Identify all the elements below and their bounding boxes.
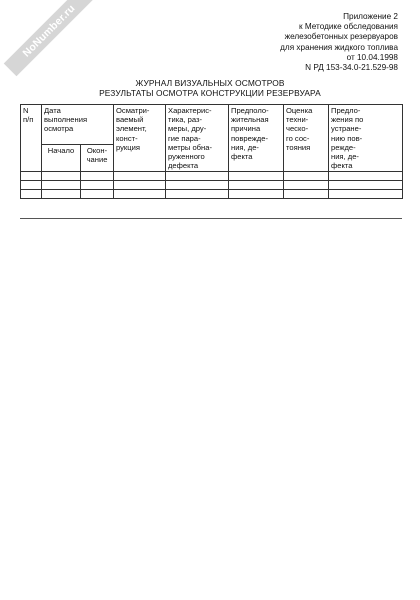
appendix-line: для хранения жидкого топлива bbox=[280, 42, 398, 52]
table-cell bbox=[166, 172, 229, 181]
table-cell bbox=[81, 172, 114, 181]
appendix-line: Приложение 2 bbox=[343, 12, 398, 21]
table-cell bbox=[284, 190, 329, 199]
header-inspection-date: Дата выполнения осмотра bbox=[42, 105, 114, 145]
table-cell bbox=[42, 190, 81, 199]
appendix-line: к Методике обследования bbox=[298, 22, 398, 32]
appendix-line: железобетонных резервуаров bbox=[284, 32, 398, 42]
table-cell bbox=[329, 190, 403, 199]
table-cell bbox=[114, 181, 166, 190]
table-cell bbox=[229, 181, 284, 190]
appendix-line: от 10.04.1998 bbox=[346, 52, 398, 62]
header-number: N п/п bbox=[21, 105, 42, 172]
watermark-logo: NoNumber.ru bbox=[4, 0, 95, 76]
table-row bbox=[21, 172, 403, 181]
footer-divider bbox=[20, 218, 402, 219]
title-line-2: РЕЗУЛЬТАТЫ ОСМОТРА КОНСТРУКЦИИ РЕЗЕРВУАРА bbox=[99, 88, 321, 98]
header-repair-proposals: Предло- жения по устране- нию пов- режде- ния, де- фекта bbox=[329, 105, 403, 172]
table-cell bbox=[21, 181, 42, 190]
appendix-reference bbox=[168, 12, 398, 73]
table-cell bbox=[114, 190, 166, 199]
table-cell bbox=[81, 190, 114, 199]
title-line-1: ЖУРНАЛ ВИЗУАЛЬНЫХ ОСМОТРОВ bbox=[135, 78, 285, 88]
appendix-line: N РД 153-34.0-21.529-98 bbox=[305, 63, 398, 73]
table-cell bbox=[81, 181, 114, 190]
table-cell bbox=[114, 172, 166, 181]
document-title bbox=[0, 78, 420, 98]
table-cell bbox=[329, 181, 403, 190]
header-defect-characteristics: Характерис- тика, раз- меры, дру- гие пара- метры обна- руженного дефекта bbox=[166, 105, 229, 172]
header-condition-assessment: Оценка техни- ческо- го сос- тояния bbox=[284, 105, 329, 172]
table-cell bbox=[229, 172, 284, 181]
table-cell bbox=[21, 190, 42, 199]
header-element: Осматри- ваемый элемент, конст- рукция bbox=[114, 105, 166, 172]
table-cell bbox=[166, 190, 229, 199]
header-damage-cause: Предполо- жительная причина поврежде- ния, де- фекта bbox=[229, 105, 284, 172]
header-date-end: Окон- чание bbox=[81, 144, 114, 172]
table-cell bbox=[21, 172, 42, 181]
table-cell bbox=[166, 181, 229, 190]
table-cell bbox=[284, 172, 329, 181]
table-row bbox=[21, 181, 403, 190]
table-cell bbox=[42, 181, 81, 190]
table-cell bbox=[229, 190, 284, 199]
table-cell bbox=[42, 172, 81, 181]
table-cell bbox=[284, 181, 329, 190]
table-cell bbox=[329, 172, 403, 181]
inspection-journal-table bbox=[20, 104, 403, 199]
table-header-row bbox=[21, 105, 403, 145]
table-row bbox=[21, 190, 403, 199]
header-date-start: Начало bbox=[42, 144, 81, 172]
